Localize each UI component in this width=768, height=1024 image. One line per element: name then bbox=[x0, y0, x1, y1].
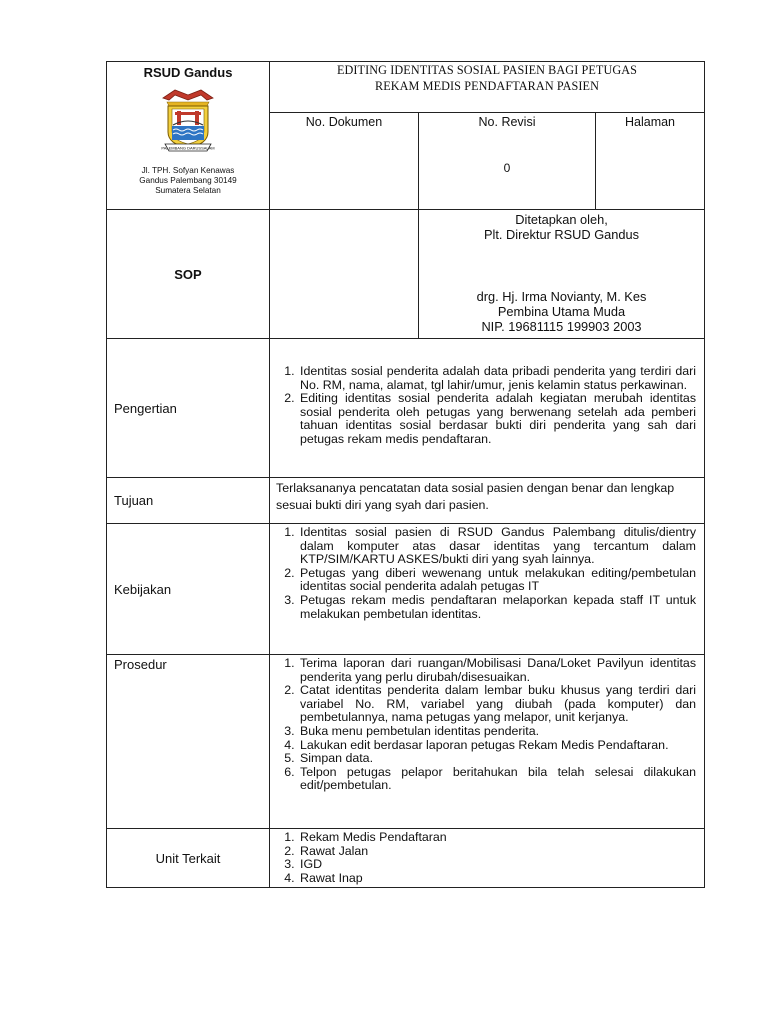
list-item: 2. Editing identitas sosial penderita adalah kegiatan merubah identitas sosial penderita oleh petugas yang berwenang setelah ada pemberi tahuan identitas sosial berdasar bukti diri penderita yang sah dari petugas rekam medis pendaftaran. bbox=[298, 392, 696, 446]
logo-cell bbox=[107, 62, 270, 210]
no-revisi-value: 0 bbox=[503, 161, 511, 175]
list-item: 2. Petugas yang diberi wewenang untuk melakukan editing/pembetulan identitas social penderita adalah petugas IT bbox=[298, 567, 696, 594]
document-title bbox=[270, 62, 705, 113]
list-item: 6. Telpon petugas pelapor beritahukan bila telah selesai dilakukan edit/pembetulan. bbox=[298, 766, 696, 793]
nama-direktur: drg. Hj. Irma Novianty, M. Kes bbox=[476, 289, 647, 304]
hospital-address bbox=[107, 166, 269, 196]
sop-document-table bbox=[106, 61, 705, 888]
approval-block bbox=[419, 210, 705, 339]
halaman-label: Halaman bbox=[624, 115, 676, 129]
list-item: 1. Rekam Medis Pendaftaran bbox=[298, 831, 696, 845]
no-dokumen-cell bbox=[270, 113, 419, 210]
no-dokumen-value bbox=[270, 129, 418, 133]
list-item: 1. Identitas sosial penderita adalah data pribadi penderita yang terdiri dari No. RM, nama, alamat, tgl lahir/umur, jenis kelamin status perkawinan. bbox=[298, 365, 696, 392]
address-line: Jl. TPH. Sofyan Kenawas bbox=[141, 166, 235, 175]
list-item: 1. Terima laporan dari ruangan/Mobilisasi Dana/Loket Pavilyun identitas penderita yang perlu dirubah/disesuaikan. bbox=[298, 657, 696, 684]
prosedur-content bbox=[270, 655, 705, 829]
pengertian-list bbox=[276, 365, 696, 447]
address-line: Sumatera Selatan bbox=[155, 186, 221, 195]
title-line-1: EDITING IDENTITAS SOSIAL PASIEN BAGI PETUGAS bbox=[336, 63, 638, 77]
prosedur-list bbox=[276, 657, 696, 793]
tujuan-label: Tujuan bbox=[107, 478, 270, 524]
prosedur-label: Prosedur bbox=[107, 655, 270, 829]
pengertian-label: Pengertian bbox=[107, 339, 270, 478]
pengertian-content bbox=[270, 339, 705, 478]
kebijakan-label: Kebijakan bbox=[107, 524, 270, 655]
list-item: 4. Lakukan edit berdasar laporan petugas Rekam Medis Pendaftaran. bbox=[298, 739, 696, 753]
org-name: RSUD Gandus bbox=[143, 65, 233, 80]
list-item: 3. IGD bbox=[298, 858, 696, 872]
tujuan-text: Terlaksananya pencatatan data sosial pasien dengan benar dan lengkap sesuai bukti diri yang syah dari pasien. bbox=[270, 478, 705, 524]
list-item: 5. Simpan data. bbox=[298, 752, 696, 766]
halaman-value bbox=[596, 129, 704, 133]
unit-terkait-label: Unit Terkait bbox=[107, 829, 270, 888]
unit-terkait-content bbox=[270, 829, 705, 888]
kebijakan-content bbox=[270, 524, 705, 655]
no-revisi-cell bbox=[419, 113, 596, 210]
ditetapkan-oleh: Ditetapkan oleh, bbox=[515, 212, 608, 227]
kebijakan-list bbox=[276, 526, 696, 621]
halaman-cell bbox=[596, 113, 705, 210]
address-line: Gandus Palembang 30149 bbox=[139, 176, 237, 185]
list-item: 2. Catat identitas penderita dalam lembar buku khusus yang terdiri dari variabel No. RM, variabel yang diubah (pada komputer) dan pembetulannya, nama petugas yang melapor, unit kerjanya. bbox=[298, 684, 696, 725]
list-item: 3. Buka menu pembetulan identitas penderita. bbox=[298, 725, 696, 739]
pangkat-direktur: Pembina Utama Muda bbox=[497, 304, 626, 319]
unit-terkait-list bbox=[276, 831, 696, 885]
list-item: 4. Rawat Inap bbox=[298, 872, 696, 886]
no-revisi-label: No. Revisi bbox=[478, 115, 536, 129]
sop-empty-cell bbox=[270, 210, 419, 339]
list-item: 1. Identitas sosial pasien di RSUD Gandus Palembang ditulis/dientry dalam komputer atas dasar identitas yang tercantum dalam KTP/SIM/KARTU ASKES/bukti diri yang syah lainnya. bbox=[298, 526, 696, 567]
city-emblem-logo bbox=[155, 86, 221, 154]
svg-text:PALEMBANG DARUSSALAM: PALEMBANG DARUSSALAM bbox=[161, 145, 215, 151]
sop-label: SOP bbox=[107, 210, 270, 339]
nip-direktur: NIP. 19681115 199903 2003 bbox=[481, 319, 642, 334]
no-dokumen-label: No. Dokumen bbox=[305, 115, 383, 129]
list-item: 2. Rawat Jalan bbox=[298, 845, 696, 859]
jabatan-direktur: Plt. Direktur RSUD Gandus bbox=[483, 227, 640, 242]
list-item: 3. Petugas rekam medis pendaftaran melaporkan kepada staff IT untuk melakukan pembetulan identitas. bbox=[298, 594, 696, 621]
title-line-2: REKAM MEDIS PENDAFTARAN PASIEN bbox=[374, 79, 600, 93]
